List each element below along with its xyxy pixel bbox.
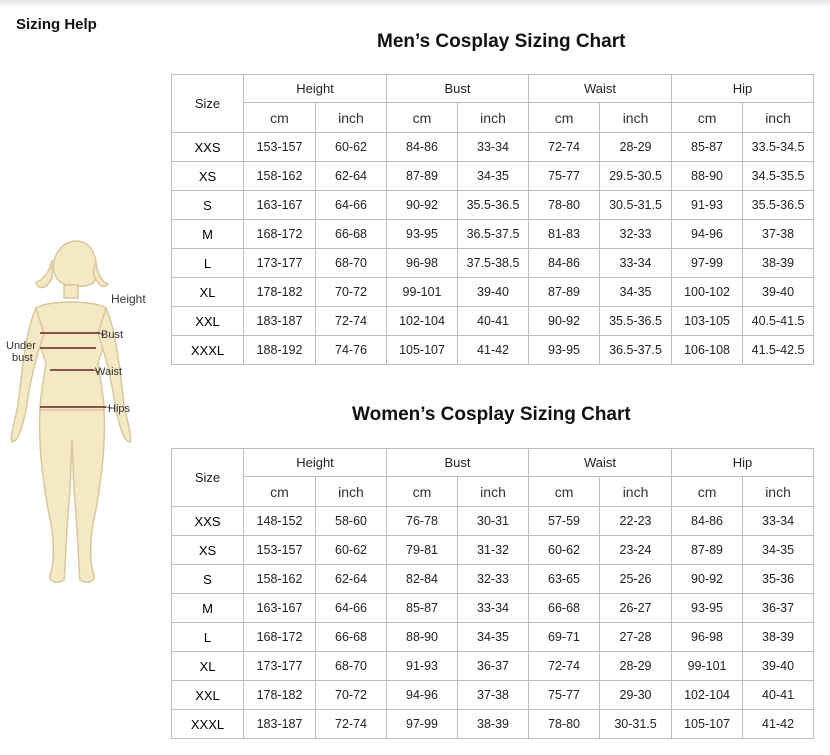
table-row [172, 710, 814, 739]
top-divider [0, 0, 830, 8]
measurement-cell: 94-96 [672, 220, 743, 249]
measurement-cell: 36.5-37.5 [458, 220, 529, 249]
measurement-cell: 64-66 [316, 191, 387, 220]
measurement-cell: 32-33 [458, 565, 529, 594]
size-cell: XXS [172, 507, 244, 536]
measurement-cell: 79-81 [387, 536, 458, 565]
measurement-cell: 34-35 [600, 278, 672, 307]
measurement-cell: 41-42 [743, 710, 814, 739]
measurement-cell: 76-78 [387, 507, 458, 536]
size-cell: S [172, 565, 244, 594]
measurement-cell: 34-35 [458, 162, 529, 191]
measurement-cell: 97-99 [672, 249, 743, 278]
waist-group-header: Waist [529, 449, 672, 477]
measurement-cell: 68-70 [316, 249, 387, 278]
measurement-cell: 158-162 [244, 162, 316, 191]
measurement-cell: 37-38 [458, 681, 529, 710]
measurement-cell: 36.5-37.5 [600, 336, 672, 365]
table-row [172, 162, 814, 191]
unit-header: inch [600, 477, 672, 507]
size-column-header: Size [172, 449, 244, 507]
measurement-cell: 163-167 [244, 594, 316, 623]
measurement-cell: 153-157 [244, 536, 316, 565]
measurement-cell: 37.5-38.5 [458, 249, 529, 278]
table-row [172, 278, 814, 307]
measurement-cell: 105-107 [672, 710, 743, 739]
measurement-cell: 103-105 [672, 307, 743, 336]
measurement-cell: 178-182 [244, 681, 316, 710]
measurement-cell: 106-108 [672, 336, 743, 365]
table-row [172, 623, 814, 652]
measurement-cell: 38-39 [743, 623, 814, 652]
measurement-cell: 75-77 [529, 162, 600, 191]
women-sizing-table [171, 448, 814, 739]
measurement-cell: 40-41 [458, 307, 529, 336]
table-row [172, 249, 814, 278]
measurement-cell: 75-77 [529, 681, 600, 710]
unit-header: cm [244, 103, 316, 133]
measurement-cell: 33-34 [458, 594, 529, 623]
table-row [172, 336, 814, 365]
measurement-cell: 84-86 [387, 133, 458, 162]
size-cell: XL [172, 652, 244, 681]
measurement-cell: 85-87 [387, 594, 458, 623]
size-cell: L [172, 623, 244, 652]
size-cell: XXXL [172, 336, 244, 365]
measurement-cell: 87-89 [672, 536, 743, 565]
measurement-cell: 100-102 [672, 278, 743, 307]
measurement-cell: 74-76 [316, 336, 387, 365]
measurement-cell: 34.5-35.5 [743, 162, 814, 191]
measurement-cell: 33.5-34.5 [743, 133, 814, 162]
measurement-cell: 188-192 [244, 336, 316, 365]
measurement-cell: 168-172 [244, 220, 316, 249]
measurement-cell: 173-177 [244, 652, 316, 681]
table-row [172, 652, 814, 681]
measurement-cell: 88-90 [387, 623, 458, 652]
unit-header: cm [529, 477, 600, 507]
measurement-cell: 70-72 [316, 681, 387, 710]
unit-header: inch [316, 103, 387, 133]
table-row [172, 681, 814, 710]
measurement-cell: 82-84 [387, 565, 458, 594]
measurement-cell: 58-60 [316, 507, 387, 536]
measurement-cell: 183-187 [244, 710, 316, 739]
measurement-cell: 39-40 [458, 278, 529, 307]
measurement-cell: 91-93 [387, 652, 458, 681]
measurement-cell: 102-104 [387, 307, 458, 336]
measurement-cell: 84-86 [672, 507, 743, 536]
measurement-cell: 102-104 [672, 681, 743, 710]
size-cell: XS [172, 162, 244, 191]
measurement-cell: 35.5-36.5 [743, 191, 814, 220]
measurement-cell: 28-29 [600, 652, 672, 681]
measurement-cell: 90-92 [672, 565, 743, 594]
measurement-cell: 29.5-30.5 [600, 162, 672, 191]
measurement-cell: 66-68 [316, 623, 387, 652]
measurement-cell: 60-62 [529, 536, 600, 565]
measurement-cell: 72-74 [529, 133, 600, 162]
waist-label: Waist [95, 366, 123, 378]
measurement-cell: 33-34 [458, 133, 529, 162]
measurement-cell: 93-95 [529, 336, 600, 365]
measurement-cell: 26-27 [600, 594, 672, 623]
measurement-cell: 66-68 [529, 594, 600, 623]
size-cell: S [172, 191, 244, 220]
measurement-cell: 85-87 [672, 133, 743, 162]
measurement-cell: 34-35 [743, 536, 814, 565]
measurement-cell: 72-74 [316, 710, 387, 739]
under-bust-label-line2: bust [12, 352, 33, 364]
measurement-cell: 22-23 [600, 507, 672, 536]
measurement-cell: 60-62 [316, 133, 387, 162]
measurement-cell: 105-107 [387, 336, 458, 365]
measurement-cell: 40.5-41.5 [743, 307, 814, 336]
under-bust-label-line1: Under [6, 340, 36, 352]
table-row [172, 307, 814, 336]
measurement-cell: 78-80 [529, 710, 600, 739]
measurement-cell: 28-29 [600, 133, 672, 162]
measurement-cell: 66-68 [316, 220, 387, 249]
measurement-cell: 99-101 [672, 652, 743, 681]
measurement-cell: 72-74 [529, 652, 600, 681]
measurement-cell: 90-92 [387, 191, 458, 220]
table-row [172, 133, 814, 162]
bust-label: Bust [101, 329, 124, 341]
measurement-cell: 158-162 [244, 565, 316, 594]
men-sizing-table [171, 74, 814, 365]
men-table-body [172, 133, 814, 365]
hips-label: Hips [108, 403, 131, 415]
measurement-cell: 84-86 [529, 249, 600, 278]
size-cell: XXXL [172, 710, 244, 739]
size-cell: XXS [172, 133, 244, 162]
size-cell: XL [172, 278, 244, 307]
measurement-cell: 62-64 [316, 162, 387, 191]
measurement-cell: 91-93 [672, 191, 743, 220]
unit-header: inch [316, 477, 387, 507]
measurement-cell: 78-80 [529, 191, 600, 220]
measurement-cell: 64-66 [316, 594, 387, 623]
measurement-cell: 27-28 [600, 623, 672, 652]
hip-group-header: Hip [672, 75, 814, 103]
measurement-cell: 90-92 [529, 307, 600, 336]
unit-header: inch [600, 103, 672, 133]
measurement-cell: 183-187 [244, 307, 316, 336]
measurement-cell: 40-41 [743, 681, 814, 710]
measurement-cell: 178-182 [244, 278, 316, 307]
measurement-cell: 35.5-36.5 [458, 191, 529, 220]
measurement-cell: 35.5-36.5 [600, 307, 672, 336]
measurement-cell: 38-39 [458, 710, 529, 739]
table-row [172, 565, 814, 594]
waist-group-header: Waist [529, 75, 672, 103]
measurement-cell: 153-157 [244, 133, 316, 162]
measurement-cell: 96-98 [672, 623, 743, 652]
measurement-cell: 93-95 [387, 220, 458, 249]
size-cell: M [172, 594, 244, 623]
size-cell: XXL [172, 681, 244, 710]
measurement-cell: 99-101 [387, 278, 458, 307]
bust-group-header: Bust [387, 75, 529, 103]
measurement-cell: 25-26 [600, 565, 672, 594]
unit-header: inch [458, 103, 529, 133]
measurement-cell: 81-83 [529, 220, 600, 249]
measurement-cell: 23-24 [600, 536, 672, 565]
height-label: Height [111, 292, 146, 306]
size-column-header: Size [172, 75, 244, 133]
unit-header: inch [743, 103, 814, 133]
measurement-cell: 148-152 [244, 507, 316, 536]
sizing-help-heading: Sizing Help [16, 16, 97, 33]
measurement-cell: 93-95 [672, 594, 743, 623]
size-cell: L [172, 249, 244, 278]
unit-header: cm [387, 103, 458, 133]
size-cell: M [172, 220, 244, 249]
measurement-cell: 72-74 [316, 307, 387, 336]
measurement-cell: 68-70 [316, 652, 387, 681]
measurement-cell: 33-34 [600, 249, 672, 278]
measurement-cell: 39-40 [743, 652, 814, 681]
measurement-cell: 41.5-42.5 [743, 336, 814, 365]
measurement-cell: 30-31.5 [600, 710, 672, 739]
height-group-header: Height [244, 449, 387, 477]
table-row [172, 220, 814, 249]
measurement-cell: 33-34 [743, 507, 814, 536]
measurement-cell: 41-42 [458, 336, 529, 365]
measurement-cell: 163-167 [244, 191, 316, 220]
measurement-cell: 31-32 [458, 536, 529, 565]
table-row [172, 536, 814, 565]
body-measurement-figure [0, 230, 170, 610]
measurement-cell: 97-99 [387, 710, 458, 739]
unit-header: cm [529, 103, 600, 133]
unit-header: cm [672, 103, 743, 133]
measurement-cell: 168-172 [244, 623, 316, 652]
measurement-cell: 69-71 [529, 623, 600, 652]
men-chart-title: Men’s Cosplay Sizing Chart [377, 31, 626, 52]
measurement-cell: 29-30 [600, 681, 672, 710]
measurement-cell: 30.5-31.5 [600, 191, 672, 220]
measurement-cell: 57-59 [529, 507, 600, 536]
measurement-cell: 30-31 [458, 507, 529, 536]
measurement-cell: 37-38 [743, 220, 814, 249]
measurement-cell: 88-90 [672, 162, 743, 191]
measurement-cell: 87-89 [529, 278, 600, 307]
measurement-cell: 38-39 [743, 249, 814, 278]
unit-header: inch [458, 477, 529, 507]
measurement-cell: 39-40 [743, 278, 814, 307]
measurement-cell: 70-72 [316, 278, 387, 307]
unit-header: cm [672, 477, 743, 507]
measurement-cell: 96-98 [387, 249, 458, 278]
measurement-cell: 63-65 [529, 565, 600, 594]
bust-group-header: Bust [387, 449, 529, 477]
size-cell: XS [172, 536, 244, 565]
women-table-body [172, 507, 814, 739]
measurement-cell: 60-62 [316, 536, 387, 565]
table-row [172, 191, 814, 220]
measurement-cell: 34-35 [458, 623, 529, 652]
body-silhouette-icon [0, 230, 170, 610]
measurement-cell: 32-33 [600, 220, 672, 249]
unit-header: cm [387, 477, 458, 507]
measurement-cell: 87-89 [387, 162, 458, 191]
measurement-cell: 35-36 [743, 565, 814, 594]
measurement-cell: 173-177 [244, 249, 316, 278]
measurement-cell: 36-37 [458, 652, 529, 681]
unit-header: inch [743, 477, 814, 507]
measurement-cell: 36-37 [743, 594, 814, 623]
table-row [172, 507, 814, 536]
table-row [172, 594, 814, 623]
measurement-cell: 62-64 [316, 565, 387, 594]
unit-header: cm [244, 477, 316, 507]
women-chart-title: Women’s Cosplay Sizing Chart [352, 404, 631, 425]
height-group-header: Height [244, 75, 387, 103]
size-cell: XXL [172, 307, 244, 336]
hip-group-header: Hip [672, 449, 814, 477]
measurement-cell: 94-96 [387, 681, 458, 710]
